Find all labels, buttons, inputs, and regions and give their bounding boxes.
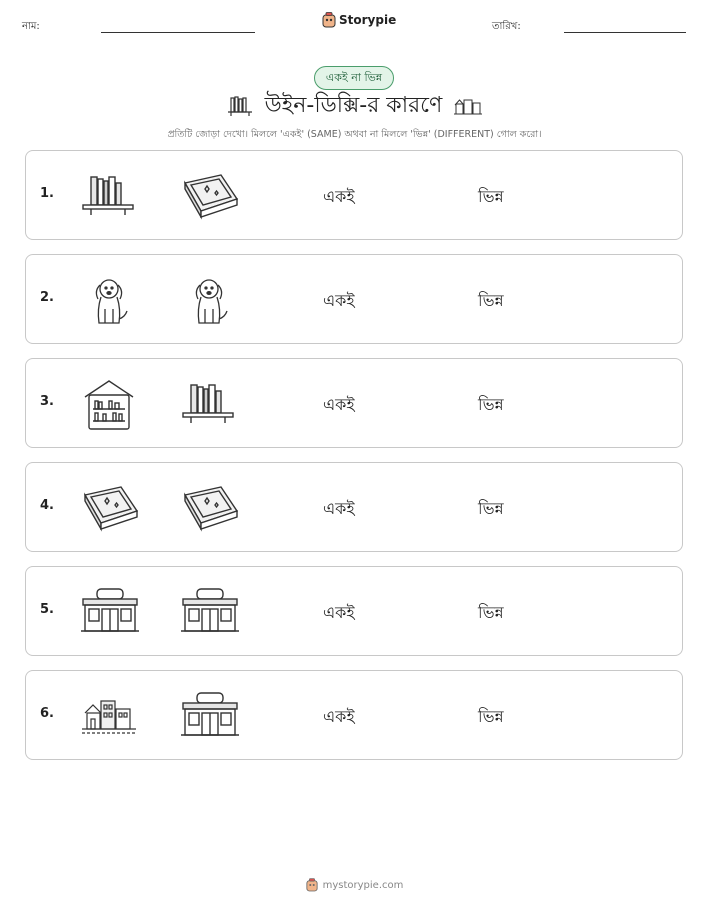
store-icon [181,691,237,743]
book-icon [181,171,237,223]
same-option[interactable]: একই [323,499,355,518]
different-option[interactable]: ভিন্ন [478,291,504,310]
same-option[interactable]: একই [323,603,355,622]
store-icon [181,587,237,639]
instructions-text: প্রতিটি জোড়া দেখো। মিললে 'একই' (SAME) অথবা না মিললে 'ভিন্ন' (DIFFERENT) গোল করো। [167,129,542,140]
book-icon [181,483,237,535]
town-icon [454,96,482,116]
store-icon [81,587,137,639]
different-option[interactable]: ভিন্ন [478,187,504,206]
question-row-6 [25,670,683,760]
date-label: তারিখ: [492,21,521,32]
storypie-logo-icon [306,878,318,892]
question-row-4 [25,462,683,552]
question-number: 1. [40,186,54,201]
date-line[interactable] [564,32,686,33]
question-number: 6. [40,706,54,721]
brand-name: Storypie [339,13,397,27]
question-number: 3. [40,394,54,409]
town-icon [81,691,137,743]
category-badge: একই না ভিন্ন [314,66,394,90]
footer-website[interactable]: mystorypie.com [322,879,404,891]
question-number: 5. [40,602,54,617]
storypie-logo-icon [322,12,336,28]
library-icon [81,379,137,431]
different-option[interactable]: ভিন্ন [478,707,504,726]
dog-icon [81,275,137,327]
question-number: 2. [40,290,54,305]
question-row-1 [25,150,683,240]
page-footer [0,878,709,892]
name-line[interactable] [101,32,255,33]
question-row-3 [25,358,683,448]
page-title: উইন-ডিক্সি-র কারণে [264,92,443,118]
brand-logo [322,12,396,28]
dog-icon [181,275,237,327]
page-header [0,0,709,50]
different-option[interactable]: ভিন্ন [478,499,504,518]
same-option[interactable]: একই [323,187,355,206]
different-option[interactable]: ভিন্ন [478,395,504,414]
same-option[interactable]: একই [323,395,355,414]
bookshelf-icon [81,171,137,223]
question-row-5 [25,566,683,656]
different-option[interactable]: ভিন্ন [478,603,504,622]
book-icon [81,483,137,535]
question-row-2 [25,254,683,344]
bookshelf-icon [181,379,237,431]
same-option[interactable]: একই [323,291,355,310]
same-option[interactable]: একই [323,707,355,726]
name-label: নাম: [22,21,40,32]
title-row [0,91,709,121]
bookshelf-icon [227,95,253,117]
question-number: 4. [40,498,54,513]
